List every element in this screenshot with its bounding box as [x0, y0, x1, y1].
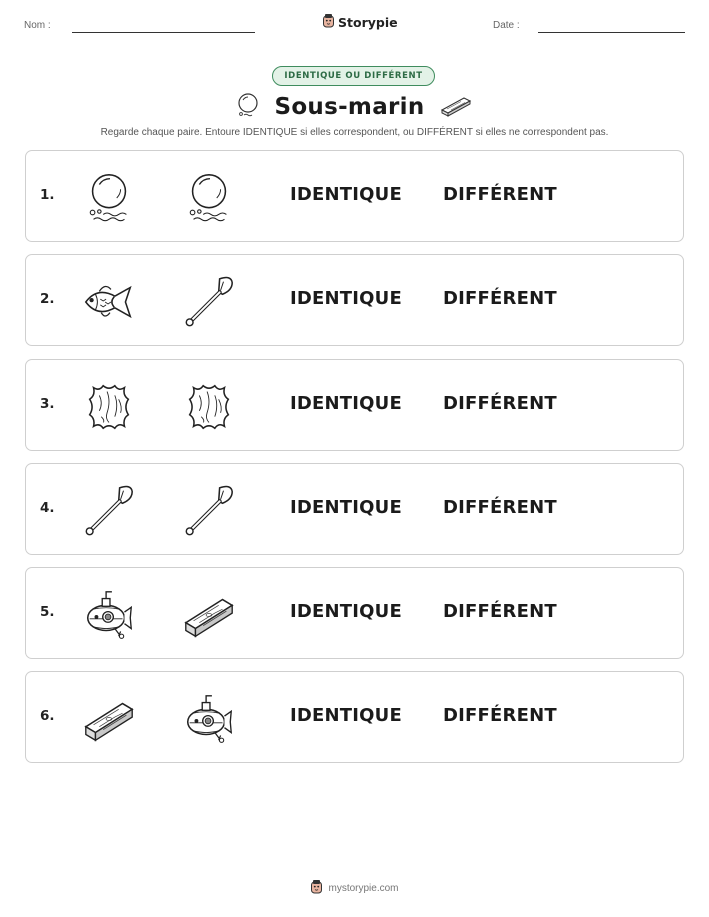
exercise-row [25, 567, 684, 659]
page-title: Sous-marin [274, 94, 425, 120]
bubble-icon [236, 92, 260, 122]
plank-icon [439, 93, 473, 121]
animal-hide-icon [80, 378, 138, 436]
option-identique[interactable]: IDENTIQUE [290, 184, 402, 205]
date-line[interactable] [538, 32, 685, 33]
row-number: 5. [40, 604, 55, 620]
name-line[interactable] [72, 32, 255, 33]
exercise-row [25, 150, 684, 242]
bubble-icon [80, 169, 138, 227]
title-row [0, 90, 709, 124]
animal-hide-icon [180, 378, 238, 436]
option-different[interactable]: DIFFÉRENT [443, 497, 557, 518]
row-number: 1. [40, 187, 55, 203]
option-identique[interactable]: IDENTIQUE [290, 497, 402, 518]
paddle-icon [80, 482, 138, 540]
name-label: Nom : [24, 20, 51, 31]
option-different[interactable]: DIFFÉRENT [443, 705, 557, 726]
row-number: 4. [40, 500, 55, 516]
storypie-mascot-icon [322, 13, 335, 32]
option-identique[interactable]: IDENTIQUE [290, 601, 402, 622]
instructions: Regarde chaque paire. Entoure IDENTIQUE si elles correspondent, ou DIFFÉRENT si elles ne correspondent pas. [100, 127, 609, 138]
exercise-row [25, 254, 684, 346]
plank-icon [80, 690, 138, 748]
bubble-icon [180, 169, 238, 227]
row-number: 6. [40, 708, 55, 724]
row-number: 3. [40, 396, 55, 412]
brand-logo [322, 13, 398, 32]
exercise-row [25, 463, 684, 555]
exercise-row [25, 671, 684, 763]
paddle-icon [180, 482, 238, 540]
option-identique[interactable]: IDENTIQUE [290, 705, 402, 726]
paddle-icon [180, 273, 238, 331]
footer [0, 879, 709, 898]
submarine-icon [180, 690, 238, 748]
option-identique[interactable]: IDENTIQUE [290, 393, 402, 414]
option-different[interactable]: DIFFÉRENT [443, 393, 557, 414]
option-different[interactable]: DIFFÉRENT [443, 601, 557, 622]
activity-badge: IDENTIQUE OU DIFFÉRENT [272, 66, 435, 86]
option-different[interactable]: DIFFÉRENT [443, 184, 557, 205]
submarine-icon [80, 586, 138, 644]
footer-url[interactable]: mystorypie.com [328, 883, 399, 894]
brand-name: Storypie [338, 15, 398, 30]
plank-icon [180, 586, 238, 644]
option-identique[interactable]: IDENTIQUE [290, 288, 402, 309]
fish-icon [80, 273, 138, 331]
storypie-mascot-icon [310, 879, 323, 898]
date-label: Date : [493, 20, 520, 31]
option-different[interactable]: DIFFÉRENT [443, 288, 557, 309]
exercise-row [25, 359, 684, 451]
row-number: 2. [40, 291, 55, 307]
